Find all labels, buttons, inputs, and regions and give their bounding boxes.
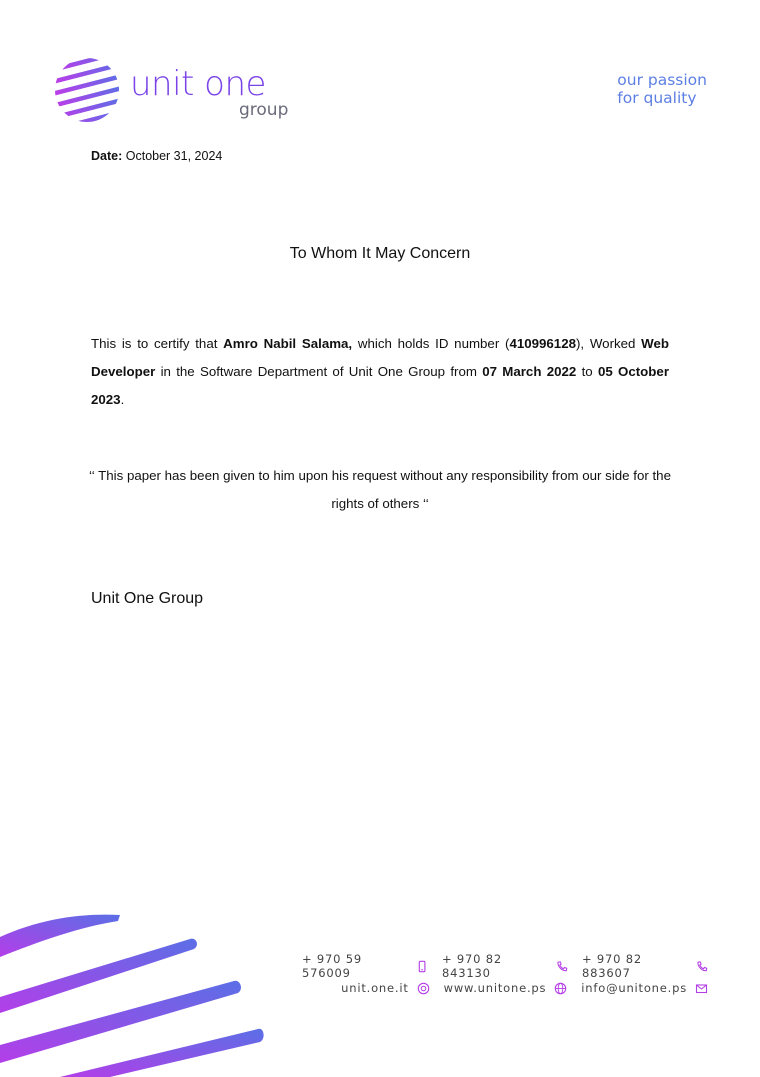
quote-text: This paper has been given to him upon his request without any responsibility from our side for the rights of others <box>94 468 671 511</box>
contact-row-web <box>288 977 708 999</box>
job-role: Web Developer <box>91 336 669 379</box>
certificate-body <box>91 330 669 414</box>
brand-name: unit one <box>130 64 266 104</box>
email-contact[interactable] <box>581 981 708 995</box>
footer-contacts <box>288 952 708 999</box>
website-contact[interactable] <box>444 981 568 995</box>
phone-icon <box>696 960 708 973</box>
body-text: in the Software Department of Unit One Group from <box>155 364 483 379</box>
brand-subtitle: group <box>239 100 289 120</box>
disclaimer-quote <box>85 462 675 518</box>
body-text: which holds ID number ( <box>352 336 510 351</box>
quote-open: ‘‘ <box>89 468 95 483</box>
body-text: to <box>576 364 598 379</box>
mobile-contact[interactable] <box>302 952 428 980</box>
phone-icon <box>556 960 568 973</box>
start-date: 07 March 2022 <box>482 364 577 379</box>
instagram-contact[interactable] <box>341 981 430 995</box>
body-text: ), Worked <box>576 336 642 351</box>
phone-contact-2[interactable] <box>582 952 708 980</box>
contact-row-phones <box>288 952 708 980</box>
mail-icon <box>695 982 708 995</box>
date-label: Date: <box>91 149 123 163</box>
footer-stripes-icon <box>0 905 300 1077</box>
phone-number-2: + 970 82 883607 <box>582 952 642 980</box>
instagram-handle: unit.one.it <box>341 981 409 995</box>
instagram-icon <box>417 982 430 995</box>
mobile-number: + 970 59 576009 <box>302 952 362 980</box>
date-value: October 31, 2024 <box>125 149 223 163</box>
quote-close: ‘‘ <box>422 496 429 511</box>
body-text: This is to certify that <box>91 336 224 351</box>
website-url: www.unitone.ps <box>443 981 547 995</box>
email-address: info@unitone.ps <box>581 981 687 995</box>
signoff: Unit One Group <box>91 590 204 607</box>
phone-number-1: + 970 82 843130 <box>442 952 502 980</box>
body-text: . <box>120 392 125 407</box>
unit-one-logo <box>52 56 302 128</box>
letter-title: To Whom It May Concern <box>289 245 471 262</box>
logo-mark-icon <box>52 56 122 128</box>
globe-icon <box>554 982 567 995</box>
id-number: 410996128 <box>509 336 576 351</box>
phone-contact-1[interactable] <box>442 952 568 980</box>
employee-name: Amro Nabil Salama, <box>223 336 353 351</box>
tagline <box>617 71 707 107</box>
tagline-line-1: our passion <box>617 71 707 89</box>
mobile-icon <box>416 960 428 973</box>
date-line <box>91 149 222 163</box>
end-date: 05 October 2023 <box>91 364 669 407</box>
tagline-line-2: for quality <box>617 89 697 107</box>
